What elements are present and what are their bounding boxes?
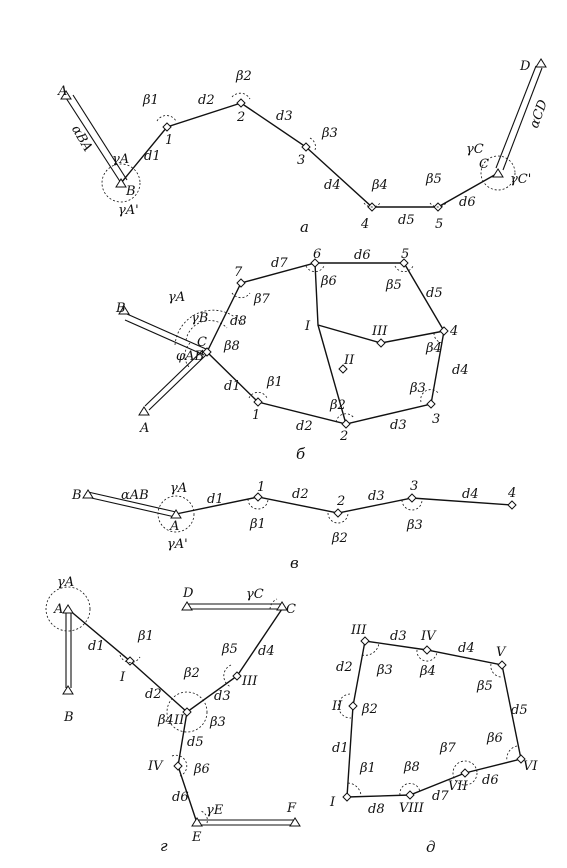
point-label: V	[496, 645, 506, 660]
junction-label: γC'	[510, 172, 532, 187]
point-label: III	[242, 674, 258, 689]
point-label: C	[286, 602, 296, 617]
distance-label: d6	[482, 773, 499, 788]
point-label: B	[72, 488, 82, 503]
distance-label: d4	[258, 644, 275, 659]
angle-label: β3	[377, 663, 393, 678]
panel-caption: в	[290, 554, 299, 572]
point-label: C	[479, 157, 489, 172]
junction-label: γA	[170, 481, 188, 496]
angle-label: β5	[222, 642, 238, 657]
station-marker	[334, 509, 342, 517]
point-label: A	[54, 602, 64, 617]
point-label: III	[372, 324, 388, 339]
angle-label: β4	[158, 713, 174, 728]
point-label: B	[64, 710, 74, 725]
reference-line-ab	[66, 612, 71, 688]
point-label: A	[58, 84, 68, 99]
panel-caption: б	[296, 445, 306, 463]
triangle-mark	[139, 407, 149, 415]
angle-label: β2	[184, 666, 200, 681]
distance-label: d6	[354, 248, 371, 263]
point-label: 1	[252, 408, 261, 423]
station-marker	[408, 494, 416, 502]
point-label: C	[197, 335, 207, 350]
point-label: 4	[361, 217, 370, 232]
point-label: 4	[508, 486, 517, 501]
point-label: I	[330, 795, 336, 810]
angle-label: β4	[420, 664, 436, 679]
triangle-mark	[63, 605, 73, 613]
distance-label: d3	[368, 489, 385, 504]
point-label: 5	[435, 217, 444, 232]
point-label: II	[344, 353, 355, 368]
point-label: 3	[432, 412, 441, 427]
distance-label: d4	[452, 363, 469, 378]
point-label: I	[305, 319, 311, 334]
panel-v	[71, 479, 516, 572]
angle-label: β7	[440, 741, 456, 756]
panel-caption: д	[426, 838, 436, 856]
angle-arc	[507, 746, 517, 761]
distance-label: d1	[88, 639, 105, 654]
distance-label: d2	[336, 660, 353, 675]
station-marker	[440, 327, 448, 335]
station-marker	[377, 339, 385, 347]
angle-label: β4	[372, 178, 388, 193]
station-marker	[406, 791, 414, 799]
distance-label: d3	[390, 418, 407, 433]
junction-label: γA	[168, 290, 186, 305]
junction-label: γC	[466, 142, 484, 157]
distance-label: d6	[459, 195, 476, 210]
angle-label: β2	[332, 531, 348, 546]
distance-label: d8	[230, 314, 247, 329]
triangle-mark	[290, 818, 300, 826]
angle-label: β1	[143, 93, 159, 108]
station-marker	[461, 769, 469, 777]
distance-label: d1	[224, 379, 241, 394]
angle-arc	[348, 783, 361, 795]
angle-label: β1	[360, 761, 376, 776]
angle-label: β5	[477, 679, 493, 694]
point-label: IV	[148, 759, 163, 774]
point-label: 2	[237, 110, 246, 125]
distance-label: d7	[271, 256, 288, 271]
point-label: A	[140, 421, 150, 436]
station-marker	[498, 661, 506, 669]
junction-label: φAB	[176, 349, 205, 364]
point-label: 5	[401, 247, 410, 262]
point-label: VI	[523, 759, 538, 774]
station-marker	[427, 400, 435, 408]
point-label: VII	[448, 779, 468, 794]
distance-label: d2	[296, 419, 313, 434]
triangle-mark	[116, 179, 126, 187]
angle-label: β2	[236, 69, 252, 84]
angle-label: β3	[210, 715, 226, 730]
angle-label: β2	[330, 398, 346, 413]
station-marker	[349, 702, 357, 710]
junction-label: γC	[246, 587, 264, 602]
distance-label: d2	[292, 487, 309, 502]
point-label: 2	[337, 494, 346, 509]
angle-label: β6	[194, 762, 210, 777]
junction-label: γA	[57, 575, 75, 590]
distance-label: d5	[187, 735, 204, 750]
point-label: IV	[421, 629, 436, 644]
distance-label: d8	[368, 802, 385, 817]
station-marker	[174, 762, 182, 770]
point-label: D	[183, 586, 194, 601]
angle-label: β3	[407, 518, 423, 533]
point-label: II	[174, 713, 185, 728]
point-label: D	[520, 59, 531, 74]
triangle-mark	[182, 602, 192, 610]
traverse-line	[121, 103, 498, 207]
distance-label: d5	[426, 286, 443, 301]
distance-label: d2	[145, 687, 162, 702]
point-label: F	[287, 801, 297, 816]
junction-label: γE	[206, 803, 224, 818]
station-marker	[237, 99, 245, 107]
angle-label: β3	[410, 381, 426, 396]
distance-label: d7	[432, 789, 449, 804]
point-label: A	[170, 519, 180, 534]
station-marker	[508, 501, 516, 509]
junction-label: γA'	[118, 203, 139, 218]
junction-label: γA	[112, 152, 130, 167]
point-label: VIII	[399, 801, 424, 816]
reference-line-dc	[187, 604, 282, 609]
angle-label: β7	[254, 292, 270, 307]
panel-caption: г	[160, 837, 168, 855]
point-label: 1	[257, 480, 266, 495]
angle-label: β1	[138, 629, 154, 644]
station-marker	[237, 279, 245, 287]
angle-label: β8	[404, 760, 420, 775]
distance-label: d4	[462, 487, 479, 502]
distance-label: d1	[207, 492, 224, 507]
triangle-mark	[83, 490, 93, 498]
traverse-line	[68, 609, 282, 712]
direction-label: αBA	[68, 122, 95, 155]
angle-label: β6	[321, 274, 337, 289]
angle-label: β6	[487, 731, 503, 746]
distance-label: d3	[276, 109, 293, 124]
point-label: B	[126, 184, 136, 199]
distance-label: d3	[390, 629, 407, 644]
point-label: E	[192, 830, 202, 845]
angle-label: β1	[267, 375, 283, 390]
angle-label: β2	[362, 702, 378, 717]
point-label: 2	[340, 429, 349, 444]
station-marker	[342, 420, 350, 428]
angle-arc	[310, 138, 315, 150]
station-marker	[423, 646, 431, 654]
angle-arc	[232, 93, 250, 99]
angle-label: β8	[224, 339, 240, 354]
point-label: 3	[410, 479, 419, 494]
panel-b	[115, 247, 469, 463]
angle-label: β1	[250, 517, 266, 532]
panel-caption: а	[300, 218, 309, 236]
reference-line-ef	[197, 820, 295, 825]
distance-label: d5	[511, 703, 528, 718]
triangle-mark	[536, 59, 546, 67]
point-label: B	[116, 301, 126, 316]
panel-d	[329, 623, 538, 856]
point-label: 6	[313, 247, 322, 262]
point-label: II	[332, 699, 343, 714]
distance-label: d6	[172, 790, 189, 805]
panel-g	[46, 575, 300, 855]
station-marker	[343, 793, 351, 801]
angle-arc	[157, 116, 176, 121]
point-label: 4	[450, 324, 459, 339]
direction-label: αCD	[527, 97, 552, 131]
distance-label: d4	[324, 178, 341, 193]
distance-label: d3	[214, 689, 231, 704]
point-label: 1	[165, 133, 174, 148]
distance-label: d2	[198, 93, 215, 108]
distance-label: d5	[398, 213, 415, 228]
junction-label: γA'	[167, 537, 188, 552]
direction-label: αAB	[121, 488, 149, 503]
panel-a	[57, 59, 551, 236]
distance-label: d1	[144, 149, 161, 164]
angle-label: β3	[322, 126, 338, 141]
triangle-mark	[192, 818, 202, 826]
junction-label: γB	[191, 311, 209, 326]
angle-label: β5	[426, 172, 442, 187]
point-label: III	[351, 623, 367, 638]
point-label: 3	[297, 153, 306, 168]
angle-label: β4	[426, 341, 442, 356]
distance-label: d1	[332, 741, 349, 756]
point-label: 7	[234, 265, 243, 280]
station-marker	[361, 637, 369, 645]
point-label: I	[120, 670, 126, 685]
distance-label: d4	[458, 641, 475, 656]
angle-label: β5	[386, 278, 402, 293]
triangle-mark	[493, 169, 503, 177]
